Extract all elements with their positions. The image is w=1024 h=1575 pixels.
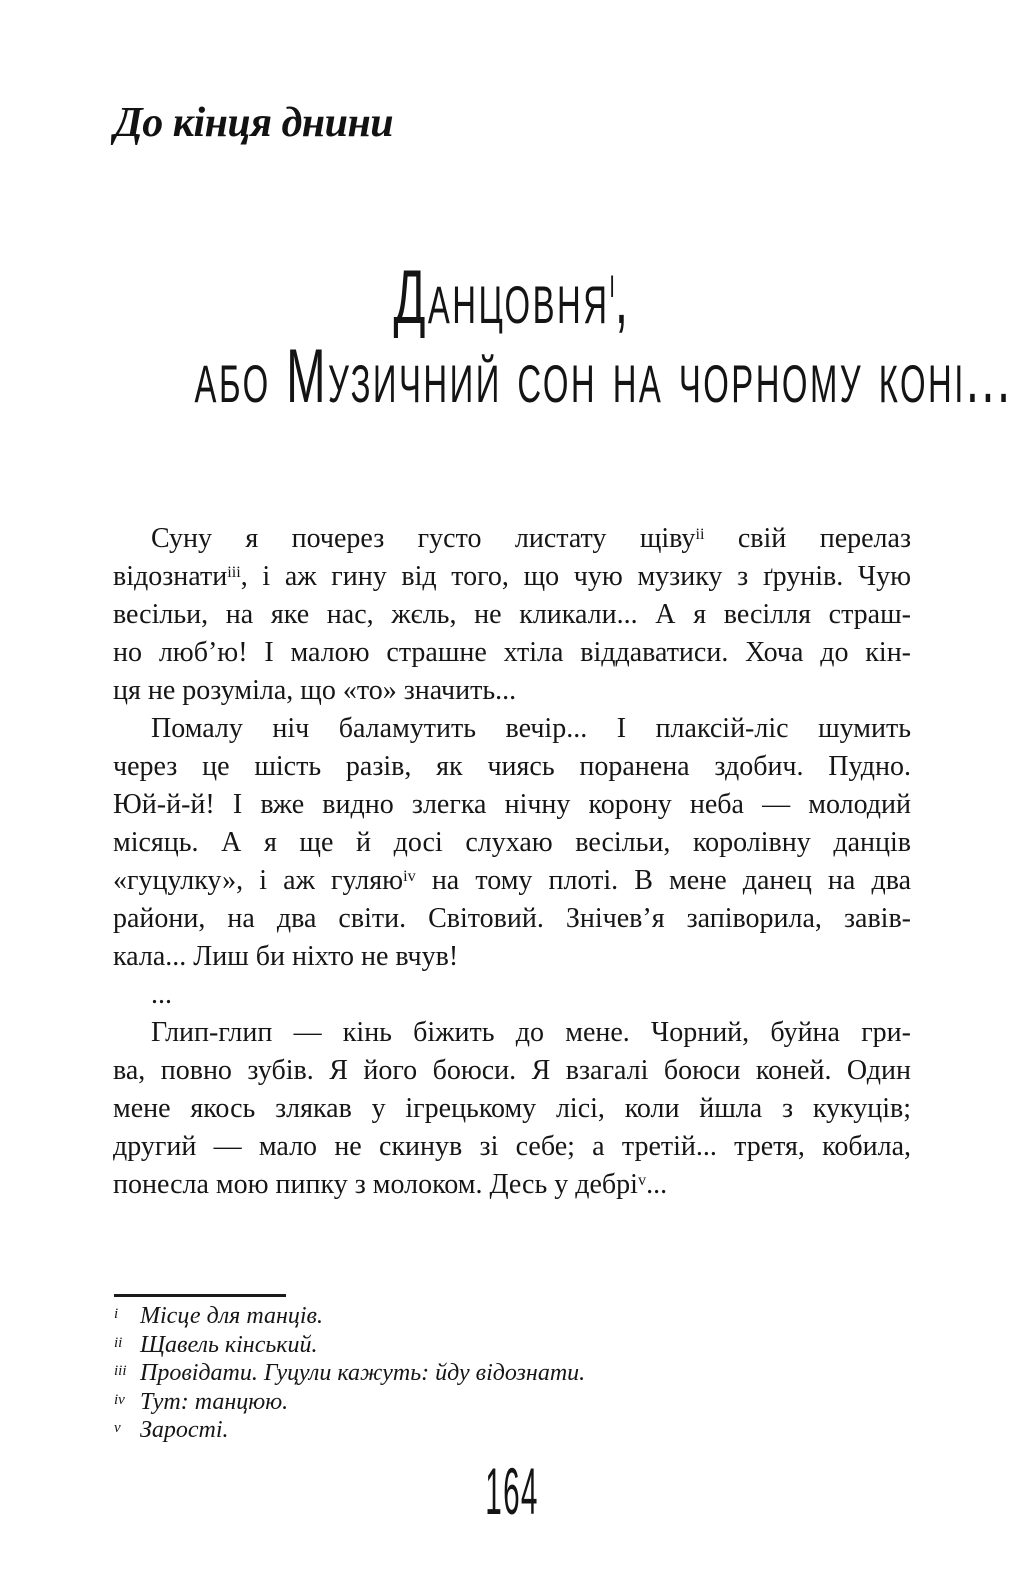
footnote	[114, 1416, 914, 1445]
body-line: Суну я почерез густо листату щіву$^{ii}$ свій перелаз	[151, 523, 912, 554]
body-line: «гуцулку», і аж гуляю$^{iv}$ на тому плоті. В мене данец на два	[113, 865, 911, 896]
body-line: ...	[151, 979, 172, 1010]
footnote	[114, 1302, 914, 1331]
footnote-text: Щавель кінський.	[140, 1331, 318, 1358]
body-line: ця не розуміла, що «то» значить...	[113, 675, 517, 706]
footnote-text: Місце для танців.	[140, 1303, 323, 1329]
page-number: 164	[485, 1454, 539, 1528]
body-text	[113, 520, 911, 1204]
footnote-marker: iv	[114, 1391, 125, 1408]
body-line: Помалу ніч баламутить вечір... І плаксій-ліс шумить	[151, 713, 911, 744]
body-line: райони, на два світи. Світовий. Знічев’я запіворила, завів-	[113, 903, 911, 934]
footnote	[114, 1388, 914, 1417]
body-line: через це шість разів, як чиясь поранена здобич. Пудно.	[113, 751, 911, 782]
footnote	[114, 1359, 914, 1388]
chapter-title-line1: Данцовня$^I$,	[393, 255, 631, 340]
body-line: Глип-глип — кінь біжить до мене. Чорний, буйна гри-	[151, 1017, 911, 1048]
body-line: місяць. А я ще й досі слухаю весільи, королівну данців	[113, 827, 911, 858]
body-line: ва, повно зубів. Я його боюси. Я взагалі боюси коней. Один	[113, 1055, 911, 1086]
body-line: другий — мало не скинув зі себе; а третій... третя, кобила,	[113, 1131, 911, 1162]
chapter-title-line2: або Музичний сон на чорному коні...	[194, 334, 1013, 419]
body-line: понесла мою пипку з молоком. Десь у дебрі$^v$...	[113, 1169, 668, 1200]
footnote	[114, 1331, 914, 1360]
body-line: весільи, на яке нас, жєль, не кликали... А я весілля страш-	[113, 599, 911, 630]
footnote-divider	[114, 1294, 286, 1297]
footnote-text: Провідати. Гуцули кажуть: йду відознати.	[140, 1360, 586, 1386]
running-header: До кінця днини	[114, 100, 394, 146]
body-line: мене якось злякав у ігрецькому лісі, коли йшла з кукуців;	[113, 1093, 911, 1124]
body-line: но люб’ю! І малою страшне хтіла віддаватиси. Хоча до кін-	[113, 637, 911, 668]
footnote-marker: iii	[114, 1363, 127, 1379]
footnote-text: Тут: танцюю.	[140, 1388, 289, 1415]
chapter-title	[0, 255, 1024, 419]
footnotes	[114, 1302, 914, 1445]
footnote-marker: v	[114, 1420, 121, 1436]
footnote-marker: ii	[114, 1334, 123, 1351]
footnote-text: Зарості.	[140, 1417, 229, 1443]
footnote-marker: i	[114, 1306, 119, 1322]
body-line: Юй-й-й! І вже видно злегка нічну корону неба — молодий	[113, 789, 911, 820]
body-line: кала... Лиш би ніхто не вчув!	[113, 941, 459, 972]
body-line: відознати$^{iii}$, і аж гину від того, що чую музику з ґрунів. Чую	[113, 561, 911, 592]
